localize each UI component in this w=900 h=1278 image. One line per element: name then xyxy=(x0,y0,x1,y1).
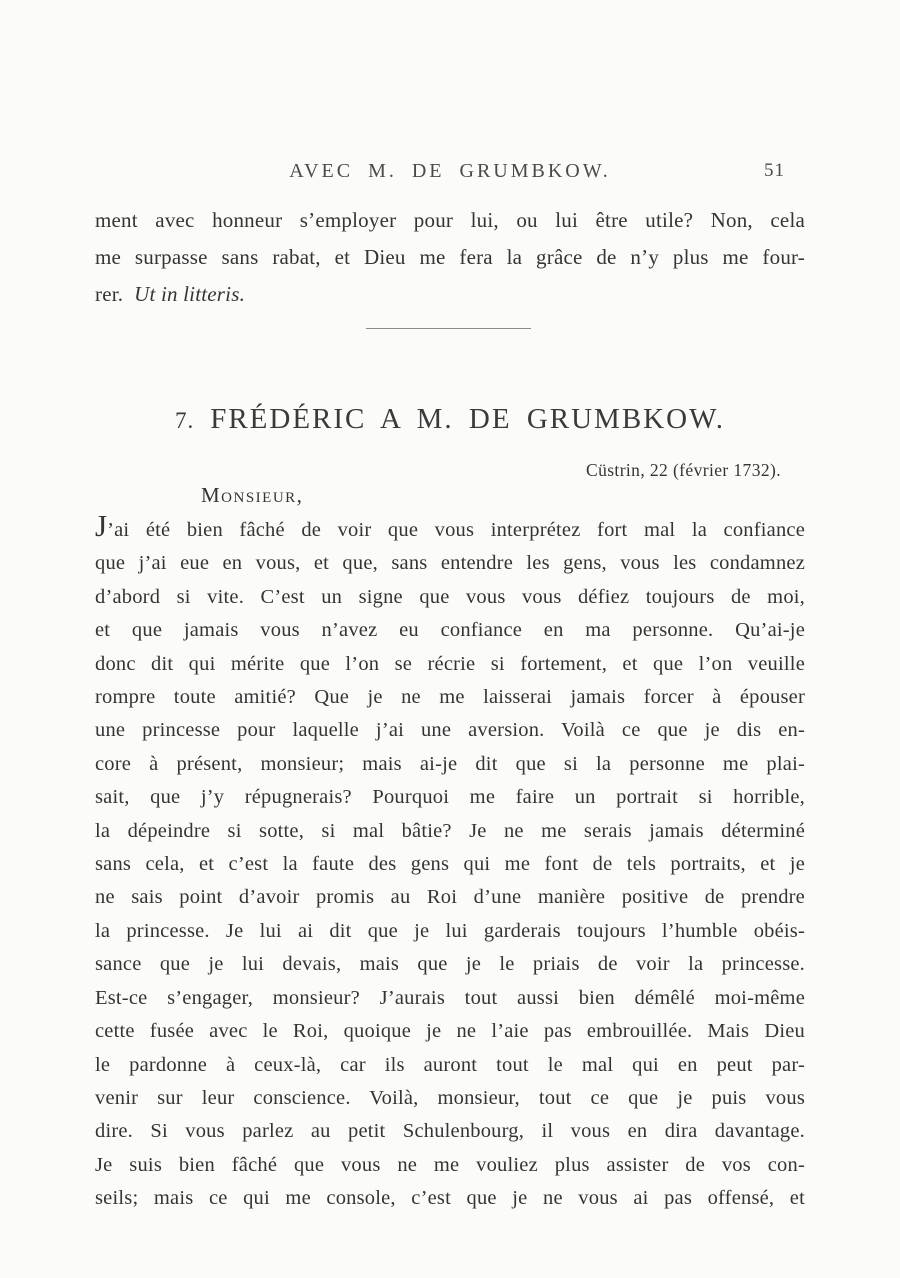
text-line: ne sais point d’avoir promis au Roi d’une manière positive de prendre xyxy=(95,886,805,909)
section-divider xyxy=(366,328,531,329)
letter-body xyxy=(95,508,805,1216)
letter-title: FRÉDÉRIC A M. DE GRUMBKOW. xyxy=(210,403,726,435)
latin-phrase: Ut in litteris. xyxy=(134,282,246,306)
continuation-paragraph xyxy=(95,202,805,313)
text-line: dire. Si vous parlez au petit Schulenbourg, il vous en dira davantage. xyxy=(95,1120,805,1143)
text-line-first xyxy=(95,508,805,547)
text-line: cette fusée avec le Roi, quoique je ne l’aie pas embrouillée. Mais Dieu xyxy=(95,1020,805,1043)
page-number: 51 xyxy=(764,160,785,181)
text-line: sans cela, et c’est la faute des gens qui me font de tels portraits, et je xyxy=(95,853,805,876)
text-line: core à présent, monsieur; mais ai-je dit que si la personne me plai- xyxy=(95,752,805,775)
body-lines xyxy=(95,547,805,1215)
text-line: rompre toute amitié? Que je ne me laisserai jamais forcer à épouser xyxy=(95,686,805,709)
text-line: que j’ai eue en vous, et que, sans entendre les gens, vous les condamnez xyxy=(95,552,805,575)
letter-number: 7. xyxy=(174,408,195,433)
text-line: Est-ce s’engager, monsieur? J’aurais tout aussi bien démêlé moi-même xyxy=(95,986,805,1009)
text-run: rer. xyxy=(95,282,135,306)
letter-heading xyxy=(95,403,805,436)
text-run: ’ai été bien fâché de voir que vous interprétez fort mal la confiance xyxy=(107,519,805,541)
continuation-lines xyxy=(95,202,805,276)
text-line: une princesse pour laquelle j’ai une aversion. Voilà ce que je dis en- xyxy=(95,719,805,742)
text-line: d’abord si vite. C’est un signe que vous vous défiez toujours de moi, xyxy=(95,585,805,608)
text-line xyxy=(95,276,805,313)
text-line: la princesse. Je lui ai dit que je lui garderais toujours l’humble obéis- xyxy=(95,919,805,942)
initial-capital: J xyxy=(95,508,108,543)
text-line: donc dit qui mérite que l’on se récrie si fortement, et que l’on veuille xyxy=(95,652,805,675)
text-line: le pardonne à ceux-là, car ils auront tout le mal qui en peut par- xyxy=(95,1053,805,1076)
salutation: Monsieur, xyxy=(201,483,304,507)
text-line: et que jamais vous n’avez eu confiance en ma personne. Qu’ai-je xyxy=(95,619,805,642)
running-header-title: AVEC M. DE GRUMBKOW. xyxy=(289,160,611,182)
text-line: ment avec honneur s’employer pour lui, ou lui être utile? Non, cela xyxy=(95,208,805,232)
text-line: sance que je lui devais, mais que je le priais de voir la princesse. xyxy=(95,953,805,976)
text-line: me surpasse sans rabat, et Dieu me fera la grâce de n’y plus me four- xyxy=(95,245,805,269)
text-line: venir sur leur conscience. Voilà, monsieur, tout ce que je puis vous xyxy=(95,1086,805,1109)
text-line: seils; mais ce qui me console, c’est que je ne vous ai pas offensé, et xyxy=(95,1187,805,1210)
running-header xyxy=(95,160,805,186)
dateline: Cüstrin, 22 (février 1732). xyxy=(586,460,781,480)
text-line: Je suis bien fâché que vous ne me vouliez plus assister de vos con- xyxy=(95,1153,805,1176)
text-line: sait, que j’y répugnerais? Pourquoi me faire un portrait si horrible, xyxy=(95,786,805,809)
text-line: la dépeindre si sotte, si mal bâtie? Je ne me serais jamais déterminé xyxy=(95,819,805,842)
